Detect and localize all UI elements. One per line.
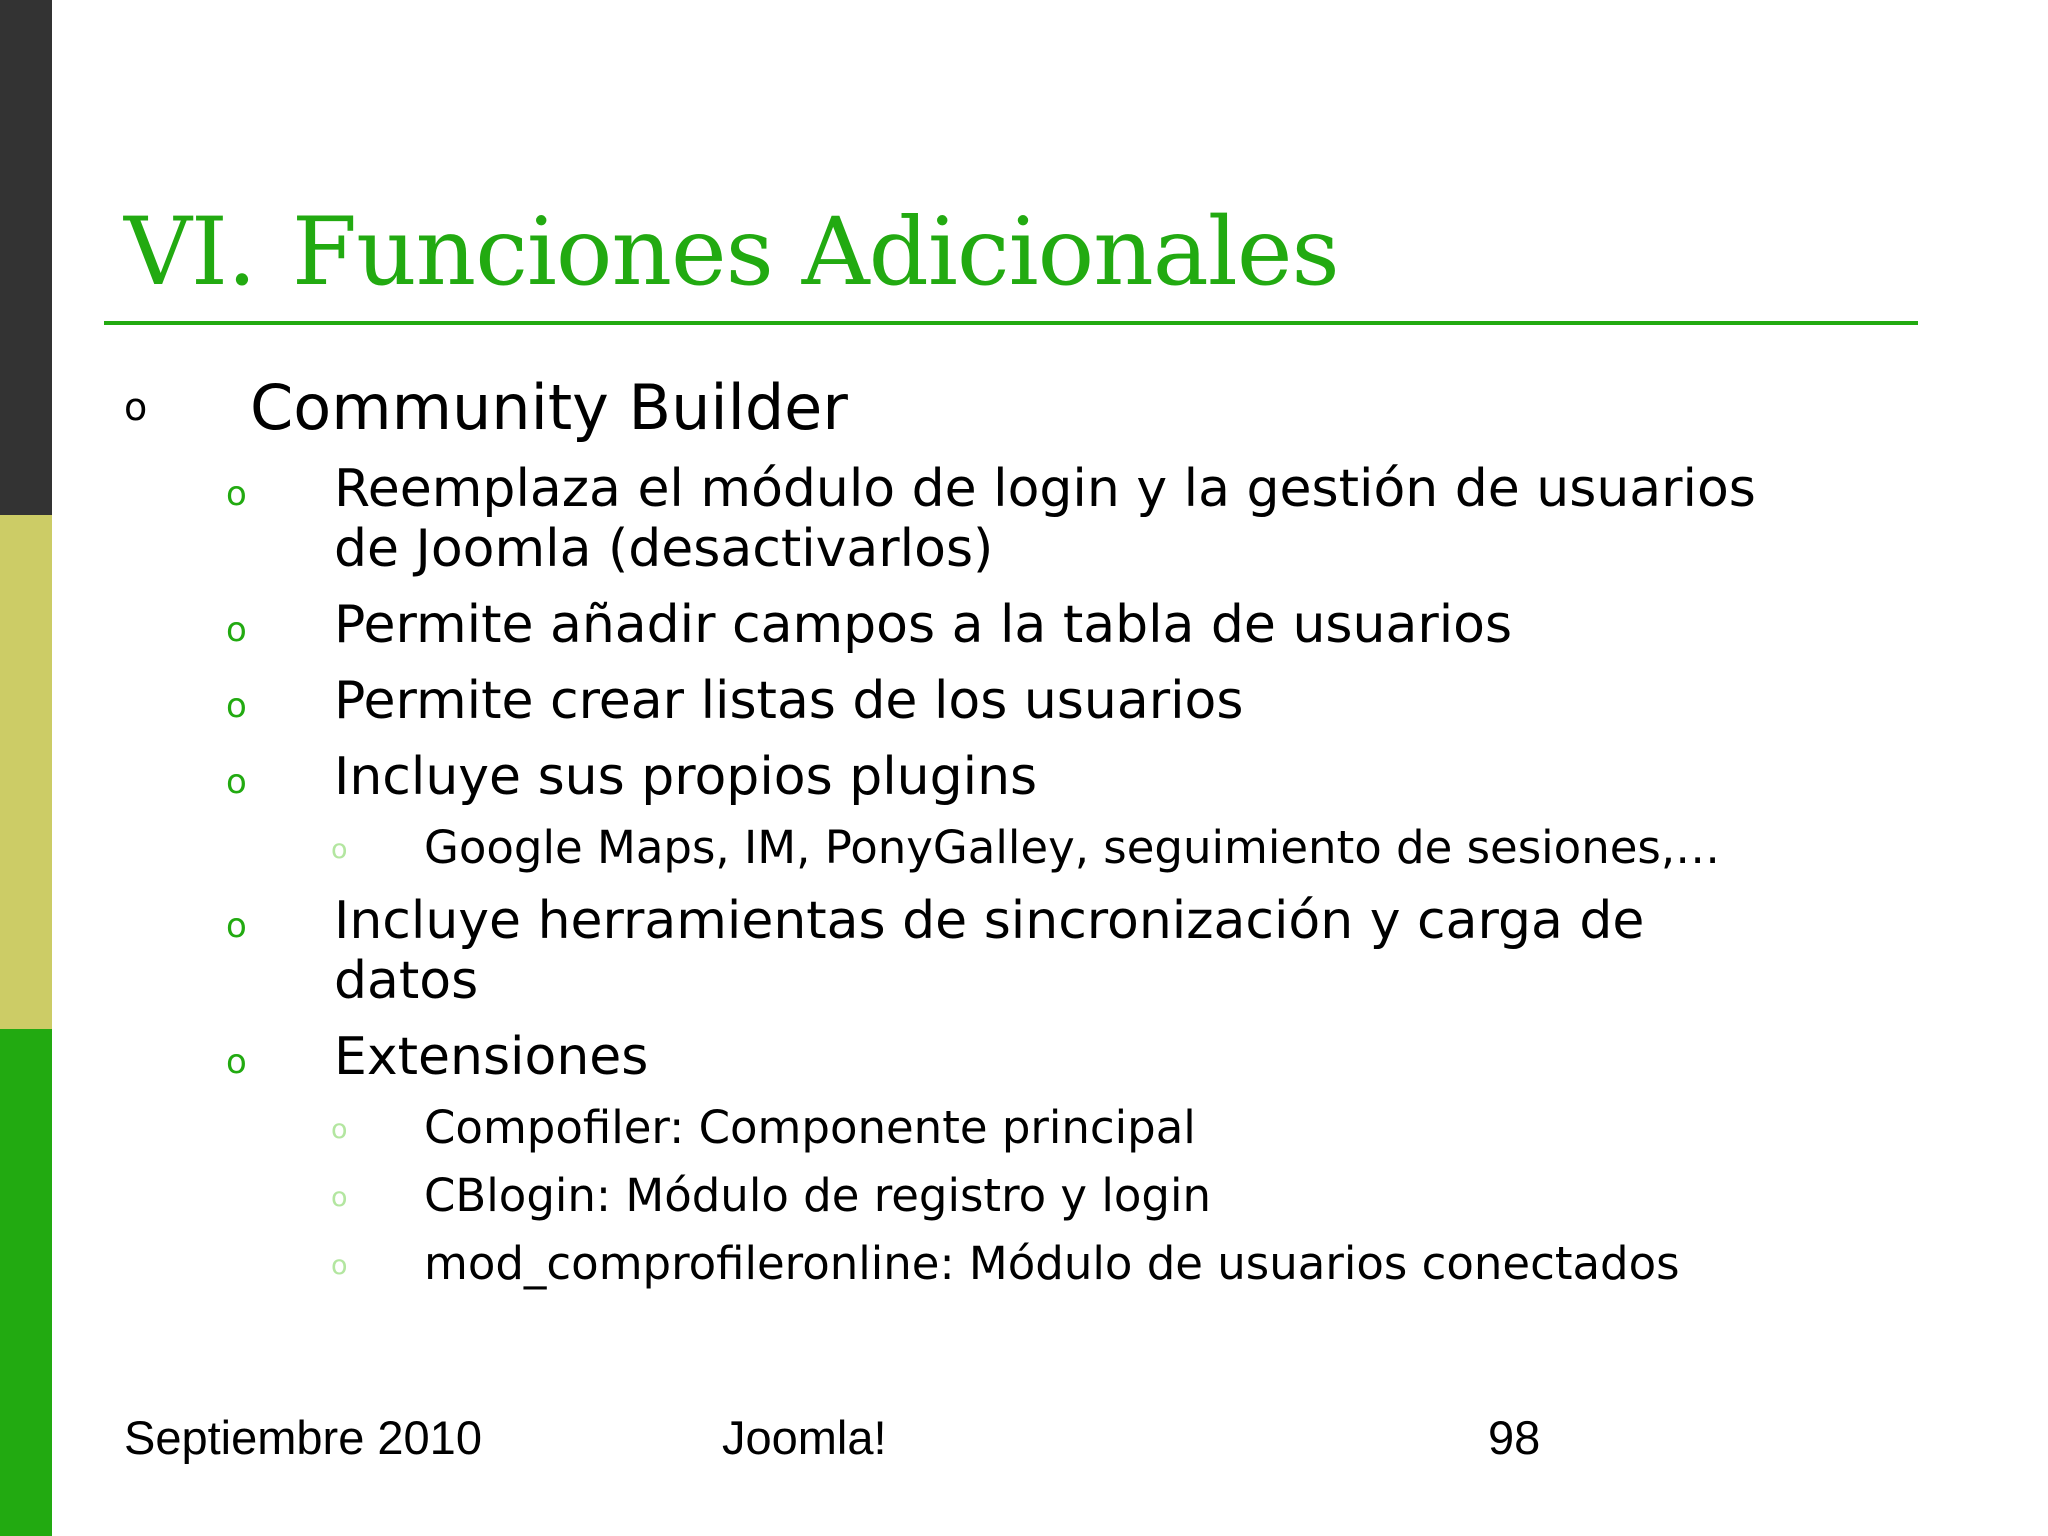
list-item-text-line1: Permite añadir campos a la tabla de usuarios	[334, 595, 1513, 655]
green-bullet-icon: o	[226, 1042, 247, 1082]
side-bar-dark-segment	[0, 0, 52, 515]
footer-topic: Joomla!	[722, 1411, 887, 1464]
side-bar-green-segment	[0, 1029, 52, 1536]
list-item-text-line1: Permite crear listas de los usuarios	[334, 671, 1244, 731]
main-bullet-text: Community Builder	[250, 371, 848, 444]
sub-list-item-text: Google Maps, IM, PonyGalley, seguimiento de sesiones,…	[424, 821, 1721, 874]
footer-page-number: 98	[1488, 1411, 1541, 1464]
title-underline	[104, 321, 1918, 325]
list-item-text-line1: Extensiones	[334, 1027, 649, 1087]
green-bullet-icon: o	[226, 906, 247, 946]
light-bullet-icon: o	[331, 1114, 348, 1145]
slide-title-text: Funciones Adicionales	[291, 198, 1339, 307]
list-item-text-line1: Reemplaza el módulo de login y la gestión de usuarios	[334, 459, 1756, 519]
sub-list-item-text: CBlogin: Módulo de registro y login	[424, 1169, 1211, 1222]
list-item-text-line2: de Joomla (desactivarlos)	[334, 519, 994, 579]
green-bullet-icon: o	[226, 762, 247, 802]
slide-title-numeral: VI.	[124, 198, 256, 307]
side-bar-olive-segment	[0, 515, 52, 1029]
main-bullet-icon: o	[124, 385, 148, 429]
list-item-text-line1: Incluye herramientas de sincronización y carga de	[334, 891, 1645, 951]
light-bullet-icon: o	[331, 834, 348, 865]
light-bullet-icon: o	[331, 1182, 348, 1213]
sub-list-item-text: mod_comprofileronline: Módulo de usuarios conectados	[424, 1237, 1680, 1290]
light-bullet-icon: o	[331, 1250, 348, 1281]
slide-title	[124, 188, 1339, 318]
footer-date: Septiembre 2010	[124, 1411, 482, 1464]
green-bullet-icon: o	[226, 686, 247, 726]
list-item-text-line2: datos	[334, 951, 479, 1011]
list-item-text-line1: Incluye sus propios plugins	[334, 747, 1038, 807]
sub-list-item-text: Compofiler: Componente principal	[424, 1101, 1196, 1154]
green-bullet-icon: o	[226, 474, 247, 514]
green-bullet-icon: o	[226, 610, 247, 650]
